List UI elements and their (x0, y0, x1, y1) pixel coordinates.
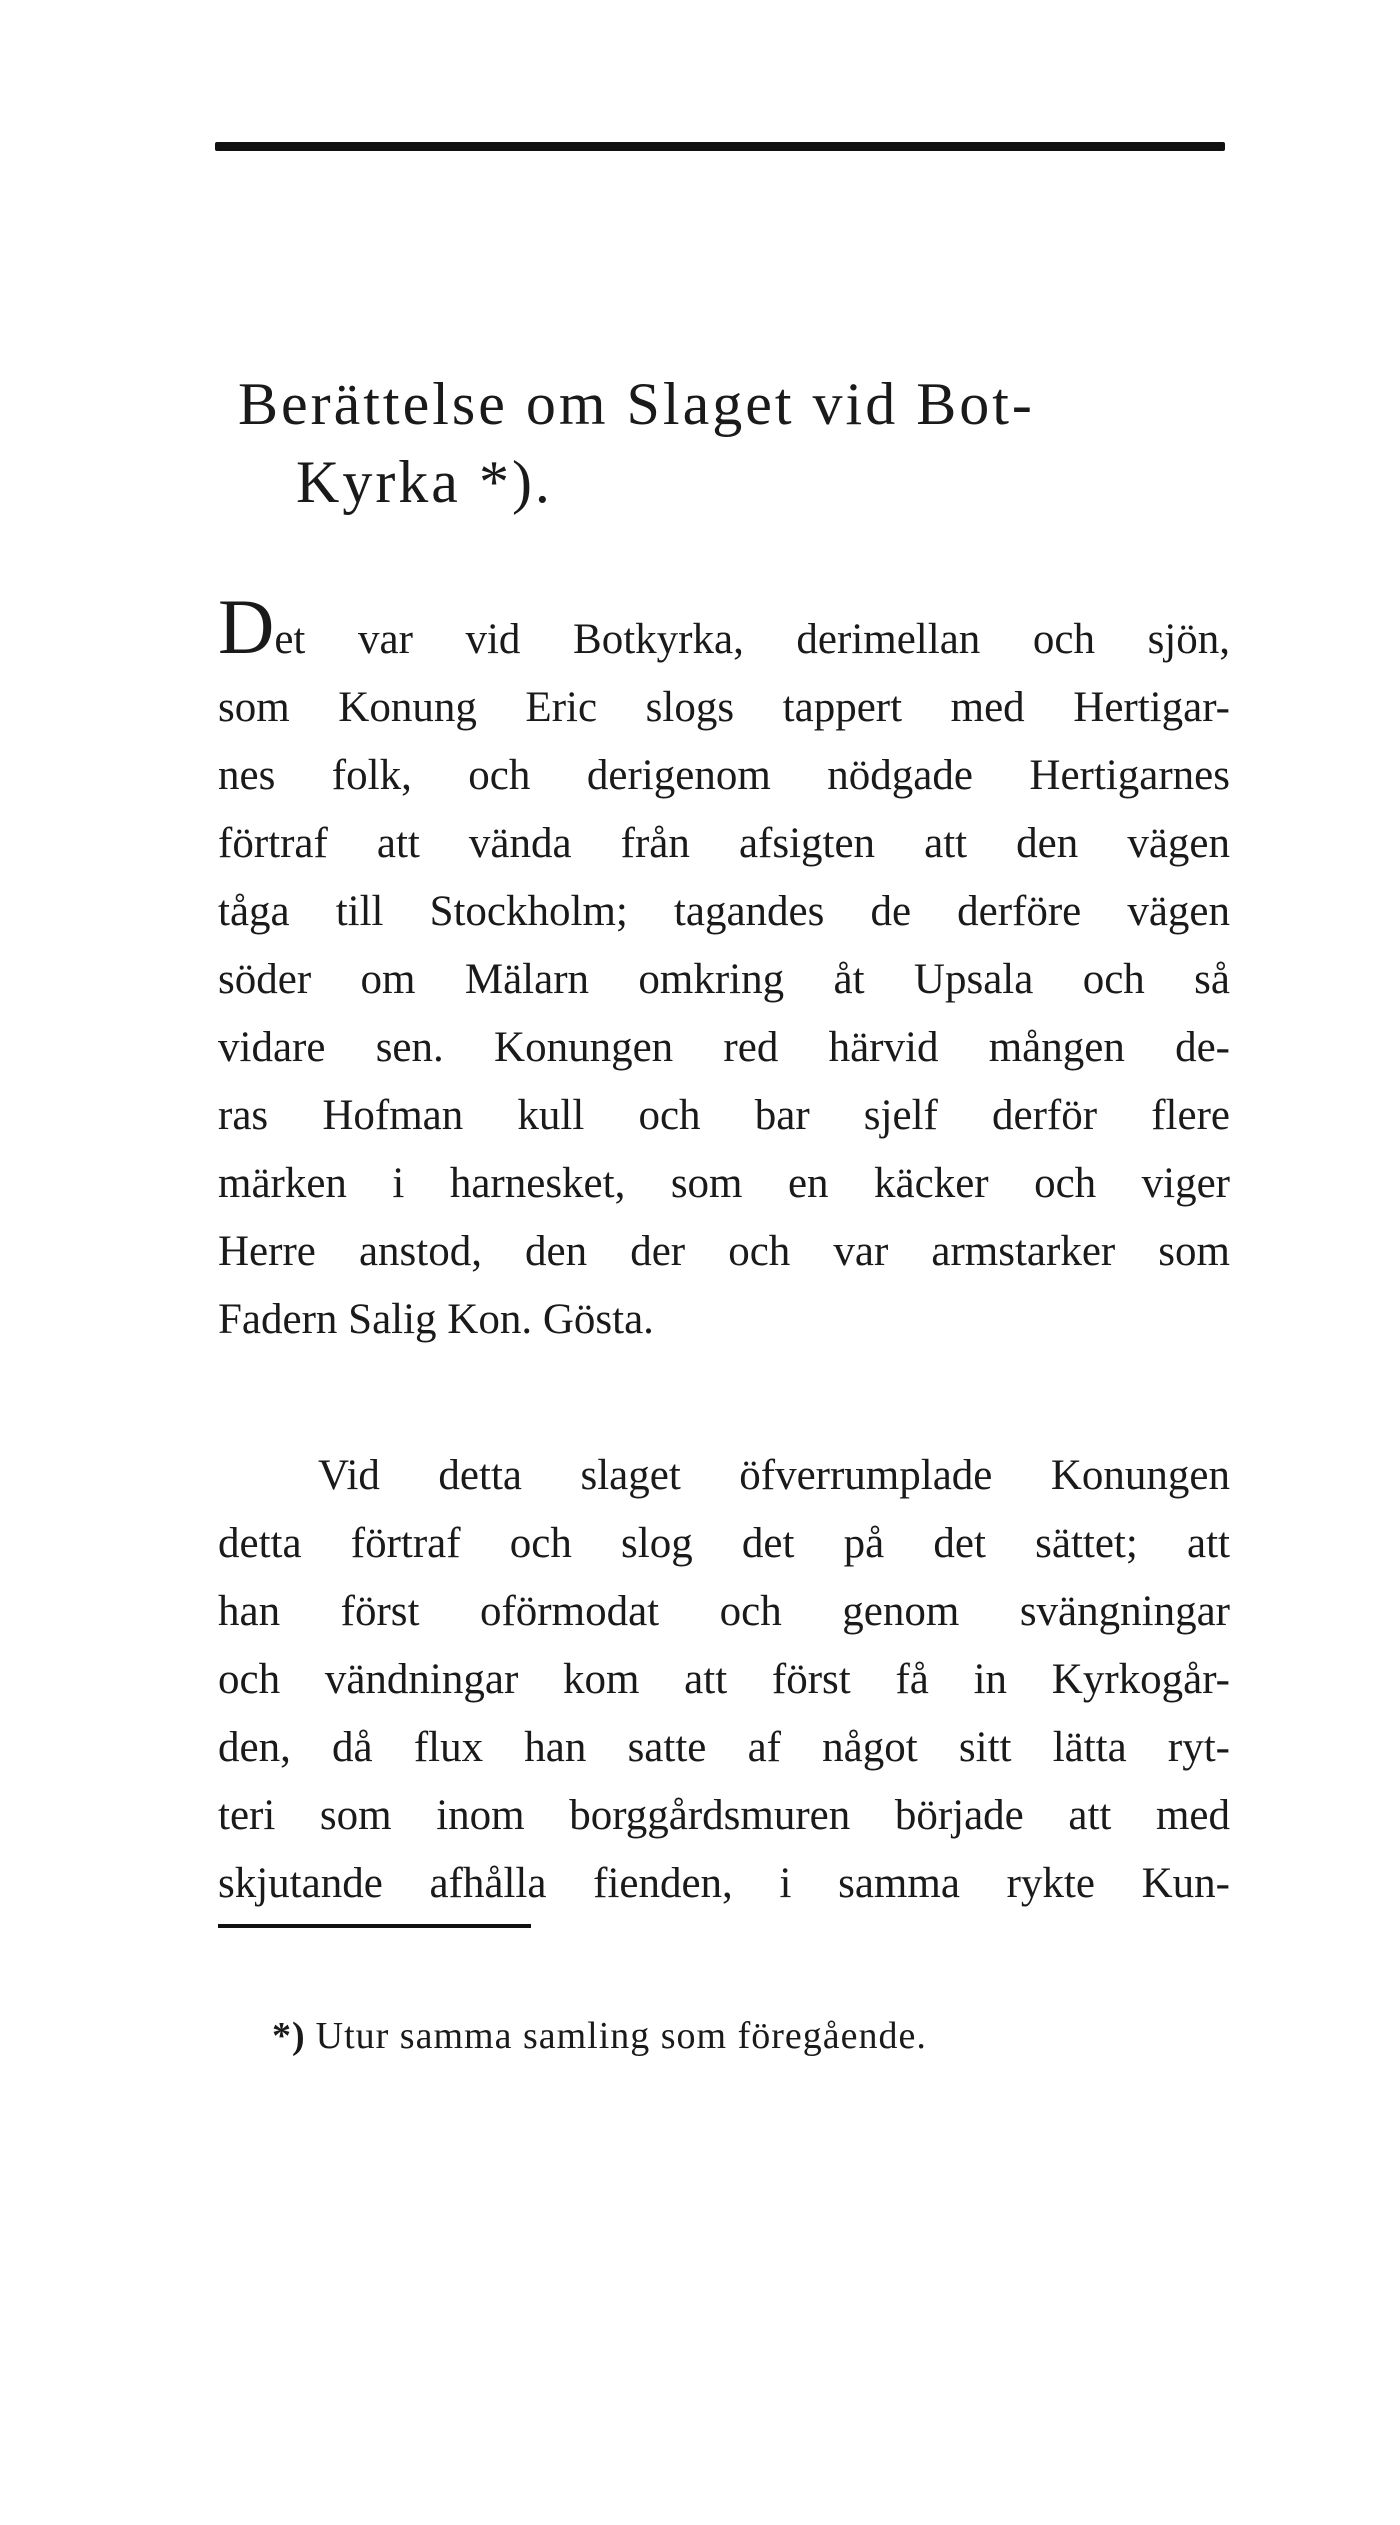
paragraph-1-line: märken i harnesket, som en käcker och viger (218, 1160, 1230, 1207)
paragraph-2-line: den, då flux han satte af något sitt lätta ryt- (218, 1724, 1230, 1771)
title-line-2: Kyrka *). (296, 449, 553, 515)
paragraph-2-line: och vändningar kom att först få in Kyrkogår- (218, 1656, 1230, 1703)
paragraph-1-line: nes folk, och derigenom nödgade Hertigarnes (218, 752, 1230, 799)
title-line-1: Berättelse om Slaget vid Bot- (238, 371, 1035, 437)
paragraph-1-line-1 (218, 583, 1230, 674)
paragraph-2-line: han först oförmodat och genom svängningar (218, 1588, 1230, 1635)
paragraph-1-line: ras Hofman kull och bar sjelf derför flere (218, 1092, 1230, 1139)
page-title (238, 365, 1218, 521)
paragraph-2 (218, 1442, 1230, 1918)
footnote-text: Utur samma samling som föregående. (315, 2015, 927, 2057)
paragraph-1-line: förtraf att vända från afsigten att den vägen (218, 820, 1230, 867)
paragraph-1-line: tåga till Stockholm; tagandes de derföre vägen (218, 888, 1230, 935)
footnote-marker: *) (272, 2015, 306, 2057)
footnote (272, 2014, 927, 2058)
paragraph-1-line: Fadern Salig Kon. Gösta. (218, 1296, 654, 1343)
top-rule (215, 142, 1225, 151)
drop-cap: D (218, 583, 275, 670)
paragraph-2-line: teri som inom borggårdsmuren började att med (218, 1792, 1230, 1839)
paragraph-1 (218, 583, 1230, 1354)
paragraph-1-line: som Konung Eric slogs tappert med Hertigar- (218, 684, 1230, 731)
paragraph-1-line: Herre anstod, den der och var armstarker som (218, 1228, 1230, 1275)
paragraph-1-line-1-text: et var vid Botkyrka, derimellan och sjön, (274, 616, 1230, 663)
paragraph-1-line: söder om Mälarn omkring åt Upsala och så (218, 956, 1230, 1003)
paragraph-2-line: detta förtraf och slog det på det sättet; att (218, 1520, 1230, 1567)
paragraph-2-line: Vid detta slaget öfverrumplade Konungen (318, 1452, 1230, 1499)
paragraph-1-line: vidare sen. Konungen red härvid mången de- (218, 1024, 1230, 1071)
footnote-rule (218, 1924, 531, 1928)
paragraph-2-line: skjutande afhålla fienden, i samma rykte Kun- (218, 1860, 1230, 1907)
